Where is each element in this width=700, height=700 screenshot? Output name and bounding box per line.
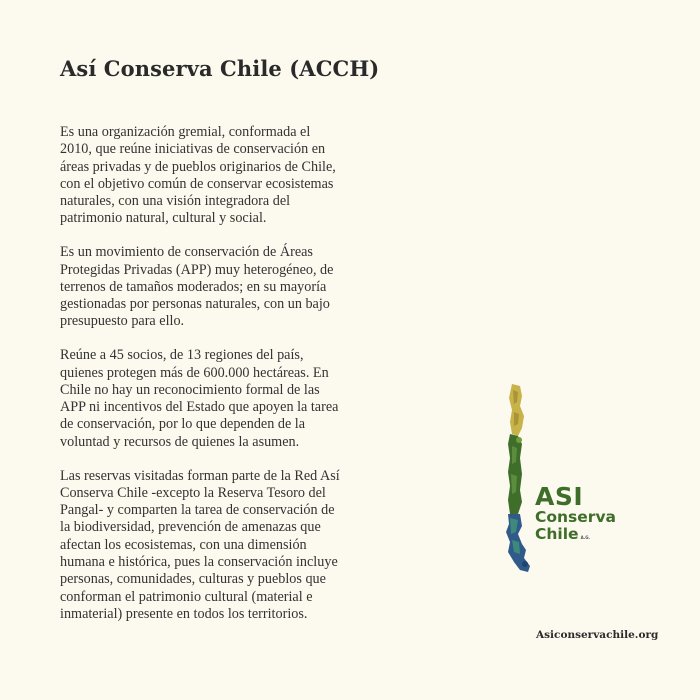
- body-text: [60, 124, 340, 640]
- paragraph-3: Reúne a 45 socios, de 13 regiones del país, quienes protegen más de 600.000 hectáreas. En Chile no hay un reconocimiento formal de las APP ni incentivos del Estado que apoyen la tarea de conservación, por lo que dependen de la voluntad y recursos de quienes la asumen.: [60, 347, 339, 450]
- logo-wordmark: [535, 484, 616, 542]
- paragraph-4: Las reservas visitadas forman parte de la Red Así Conserva Chile -excepto la Reserva Tesoro del Pangal- y comparten la tarea de conservación de la biodiversidad, prevención de amenazas que afectan los ecosistemas, con una dimensión humana e histórica, pues la conservación incluye personas, comunidades, culturas y pueblos que conforman el patrimonio cultural (material e inmaterial) presente en todos los territorios.: [60, 467, 340, 622]
- map-center-dot: [516, 437, 522, 443]
- map-center-region: [508, 434, 522, 514]
- logo-line-conserva: Conserva: [535, 508, 617, 526]
- logo-tm: A.G.: [580, 534, 591, 540]
- logo-line-chile-text: Chile: [535, 524, 579, 543]
- paragraph-2: Es un movimiento de conservación de Áreas Protegidas Privadas (APP) muy heterogéneo, de terrenos de tamaños moderados; en su mayoría gestionadas por personas naturales, con un bajo presupuesto para ello.: [60, 244, 334, 330]
- map-south-dot: [522, 561, 528, 567]
- page-title: Así Conserva Chile (ACCH): [60, 56, 380, 81]
- paragraph-1: Es una organización gremial, conformada el 2010, que reúne iniciativas de conservación en áreas privadas y de pueblos originarios de Chile, con el objetivo común de conservar ecosistemas naturales, con una visión integradora del patrimonio natural, cultural y social.: [60, 124, 336, 227]
- logo-line-asi: ASI: [535, 482, 584, 511]
- website-link[interactable]: Asiconservachile.org: [536, 629, 659, 641]
- logo-line-chile: [535, 524, 616, 543]
